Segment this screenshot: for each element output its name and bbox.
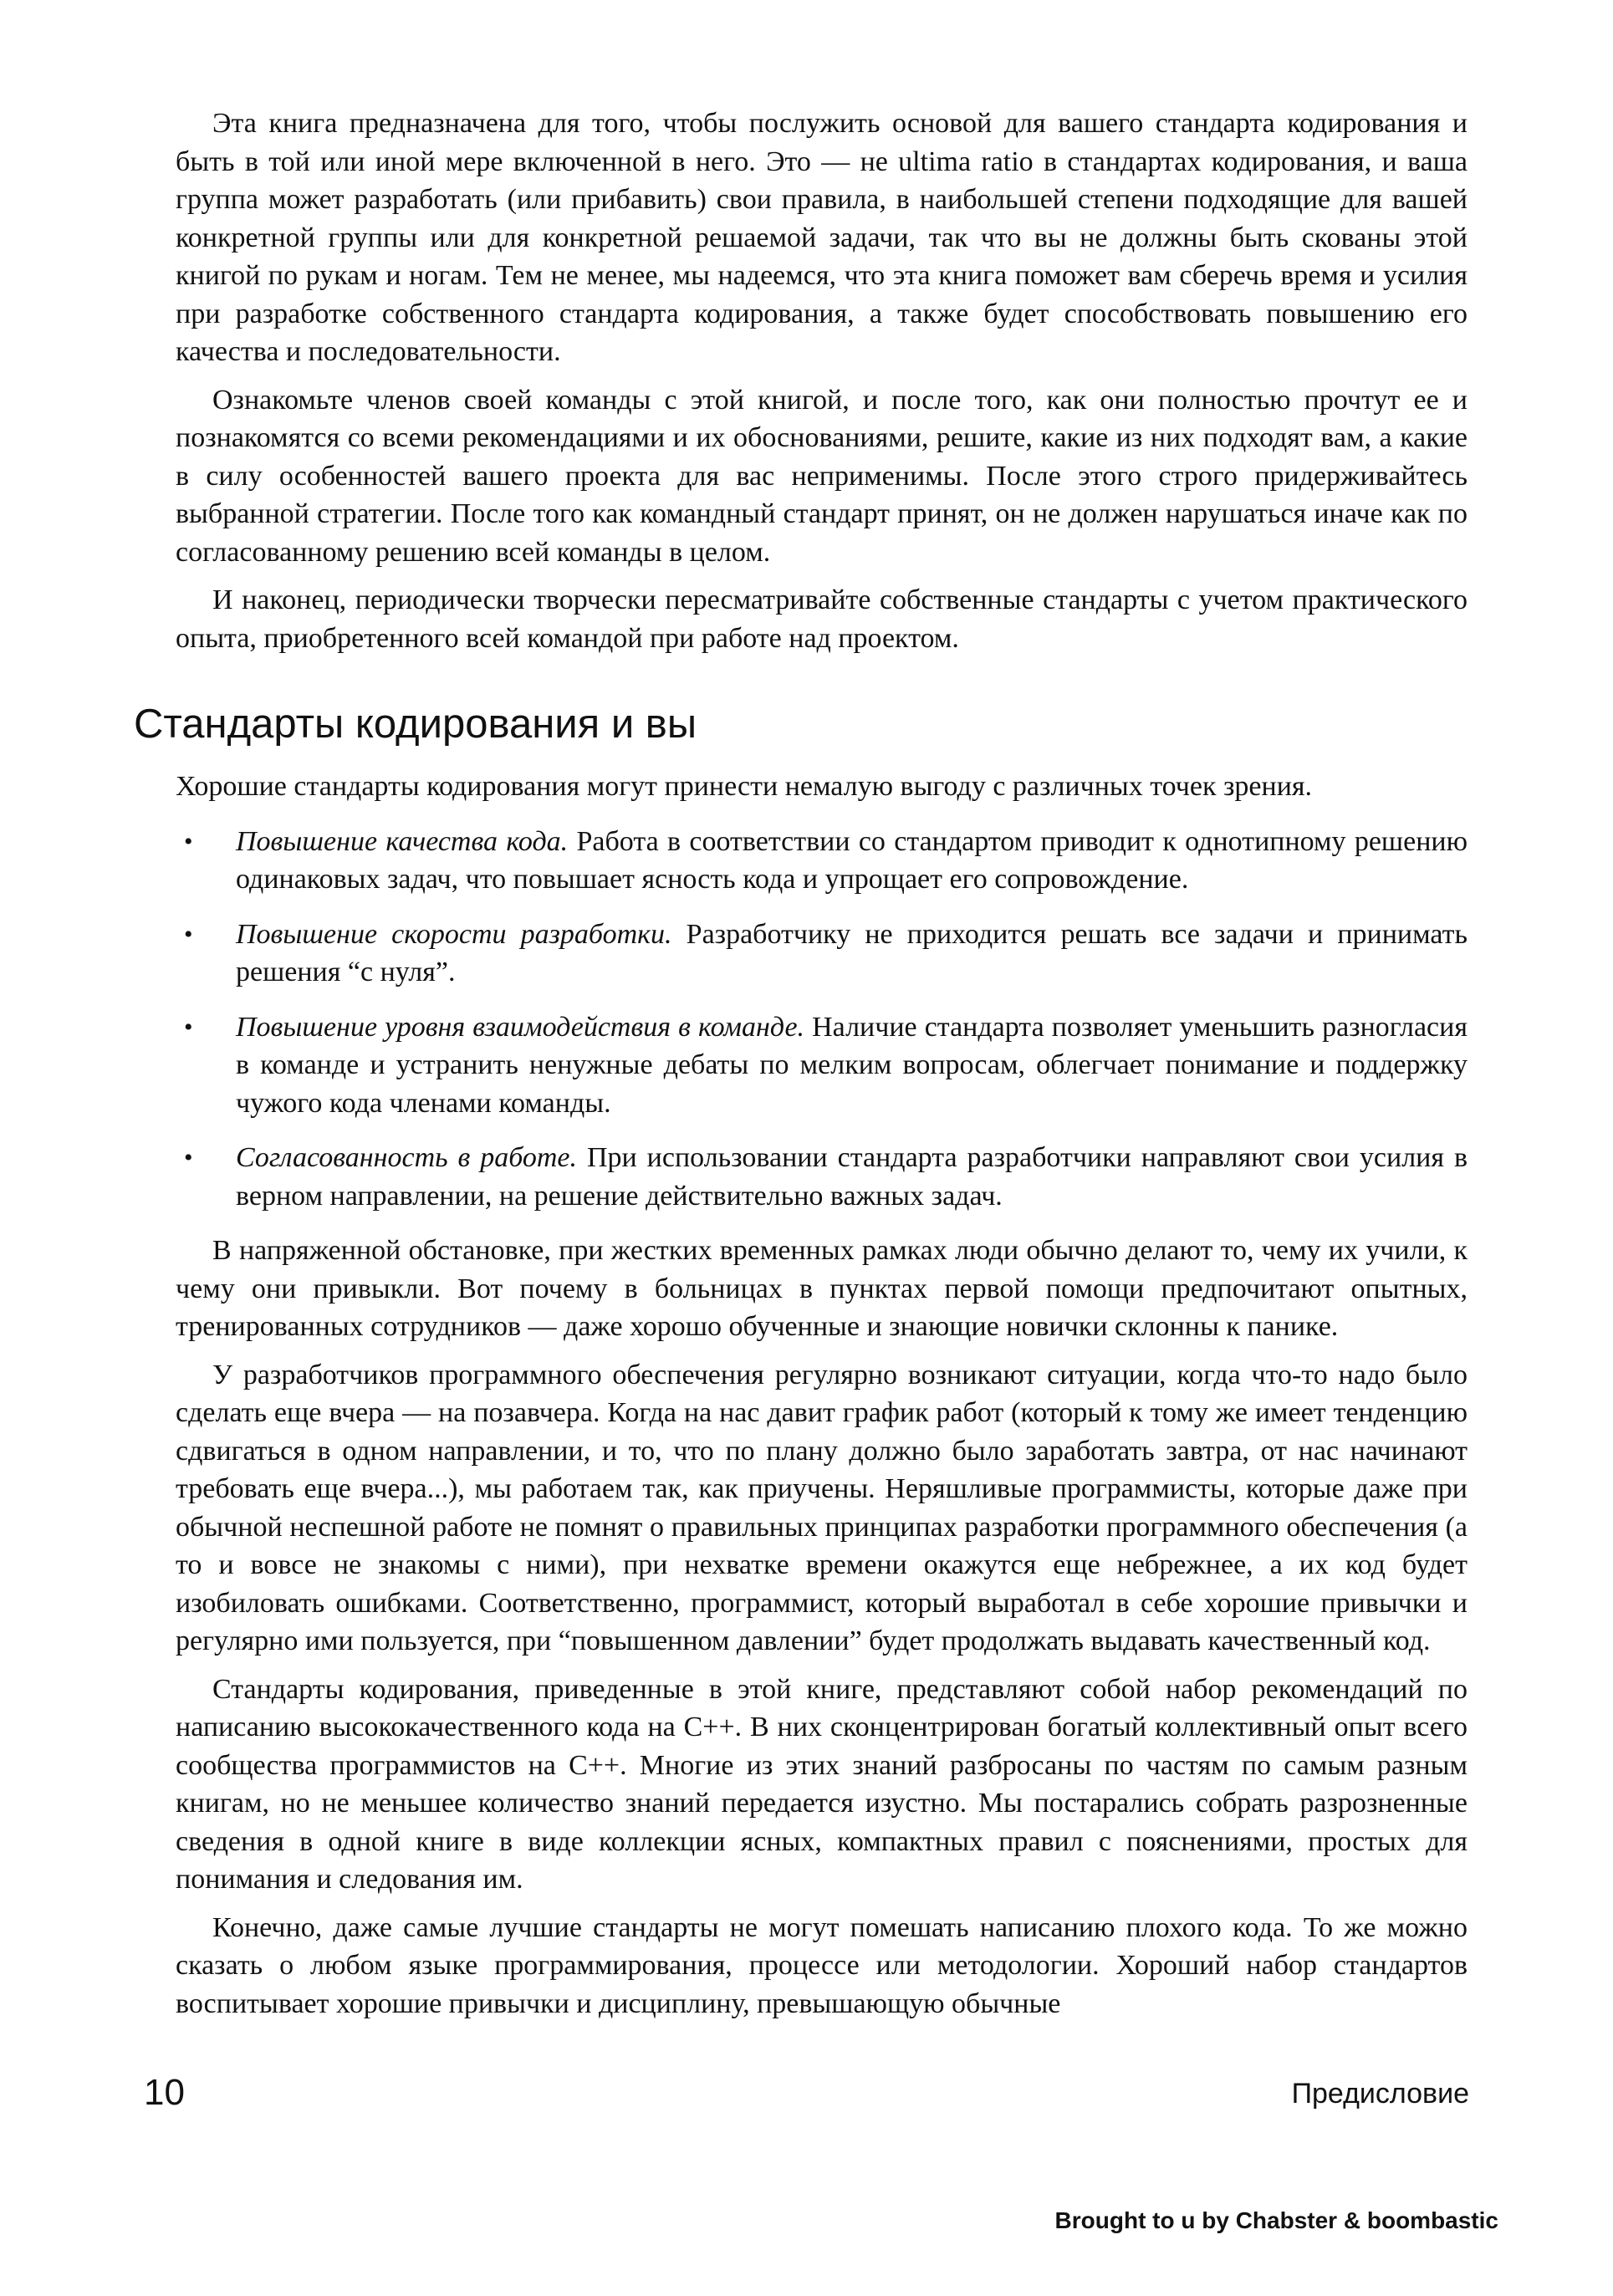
bullet-text: При использовании стандарта разработчики направляют свои усилия в верном направлении, на решение действительно важных задач. xyxy=(236,1142,1468,1212)
list-item xyxy=(176,916,1468,992)
running-footer-section: Предисловие xyxy=(1291,2078,1469,2110)
page-number: 10 xyxy=(144,2072,185,2113)
list-item xyxy=(176,1008,1468,1123)
benefits-list xyxy=(176,823,1468,1216)
bullet-term: Повышение качества кода. xyxy=(236,825,569,857)
bullet-text: Разработчику не приходится решать все задачи и принимать решения “с нуля”. xyxy=(236,918,1468,987)
paragraph: В напряженной обстановке, при жестких временных рамках люди обычно делают то, чему их учили, к чему они привыкли. Вот почему в больницах в пунктах первой помощи предпочитают опытных, тренированных сотрудников — даже хорошо обученные и знающие новички склонны к панике. xyxy=(176,1235,1468,1342)
paragraph: И наконец, периодически творчески пересматривайте собственные стандарты с учетом практического опыта, приобретенного всей командой при работе над проектом. xyxy=(176,584,1468,654)
paragraph: Ознакомьте членов своей команды с этой книгой, и после того, как они полностью прочтут ее и познакомятся со всеми рекомендациями и их обоснованиями, решите, какие из них подходят вам, а какие в силу особенностей вашего проекта для вас неприменимы. После этого строго придерживайтесь выбранной стратегии. После того как командный стандарт принят, он не должен нарушаться иначе как по согласованному решению всей команды в целом. xyxy=(176,384,1468,568)
section-heading: Стандарты кодирования и вы xyxy=(134,702,697,747)
paragraph: Конечно, даже самые лучшие стандарты не могут помешать написанию плохого кода. То же можно сказать о любом языке программирования, процессе или методологии. Хороший набор стандартов воспитывает хорошие привычки и дисциплину, превышающую обычные xyxy=(176,1911,1468,2019)
bullet-text: Работа в соответствии со стандартом приводит к однотипному решению одинаковых задач, что повышает ясность кода и упрощает его сопровождение. xyxy=(236,825,1468,895)
bullet-icon: • xyxy=(184,1144,193,1171)
bullet-term: Согласованность в работе. xyxy=(236,1142,578,1173)
bullet-text: Наличие стандарта позволяет уменьшить разногласия в команде и устранить ненужные дебаты по мелким вопросам, облегчает понимание и поддержку чужого кода членами команды. xyxy=(236,1011,1468,1119)
scan-credit: Brought to u by Chabster & boombastic xyxy=(1054,2207,1498,2233)
bullet-term: Повышение скорости разработки. xyxy=(236,918,672,950)
paragraph: Стандарты кодирования, приведенные в этой книге, представляют собой набор рекомендаций по написанию высококачественного кода на C++. В них сконцентрирован богатый коллективный опыт всего сообщества программистов на C++. Многие из этих знаний разбросаны по частям по самым разным книгам, но не меньшее количество знаний передается изустно. Мы постарались собрать разрозненные сведения в одной книге в виде коллекции ясных, компактных правил с пояснениями, простых для понимания и следования им. xyxy=(176,1673,1468,1895)
list-item xyxy=(176,823,1468,899)
bullet-icon: • xyxy=(184,827,193,855)
section-intro: Хорошие стандарты кодирования могут принести немалую выгоду с различных точек зрения. xyxy=(176,771,1313,802)
paragraph: Эта книга предназначена для того, чтобы послужить основой для вашего стандарта кодирования и быть в той или иной мере включенной в него. Это — не ultima ratio в стандартах кодирования, и ваша группа может разработать (или прибавить) свои правила, в наибольшей степени подходящие для вашей конкретной группы или для конкретной решаемой задачи, так что вы не должны быть скованы этой книгой по рукам и ногам. Тем не менее, мы надеемся, что эта книга поможет вам сберечь время и усилия при разработке собственного стандарта кодирования, а также будет способствовать повышению его качества и последовательности. xyxy=(176,108,1468,367)
bullet-icon: • xyxy=(184,1013,193,1041)
page-content xyxy=(134,105,1468,2033)
paragraph: У разработчиков программного обеспечения регулярно возникают ситуации, когда что-то надо было сделать еще вчера — на позавчера. Когда на нас давит график работ (который к тому же имеет тенденцию сдвигаться в одном направлении, и то, что по плану должно было заработать завтра, от нас начинают требовать еще вчера...), мы работаем так, как приучены. Неряшливые программисты, которые даже при обычной неспешной работе не помнят о правильных принципах разработки программного обеспечения (а то и вовсе не знакомы с ними), при нехватке времени окажутся еще небрежнее, а их код будет изобиловать ошибками. Соответственно, программист, который выработал в себе хорошие привычки и регулярно ими пользуется, при “повышенном давлении” будет продолжать выдавать качественный код. xyxy=(176,1359,1468,1656)
bullet-term: Повышение уровня взаимодействия в команде. xyxy=(236,1011,805,1043)
bullet-icon: • xyxy=(184,920,193,948)
list-item xyxy=(176,1139,1468,1215)
